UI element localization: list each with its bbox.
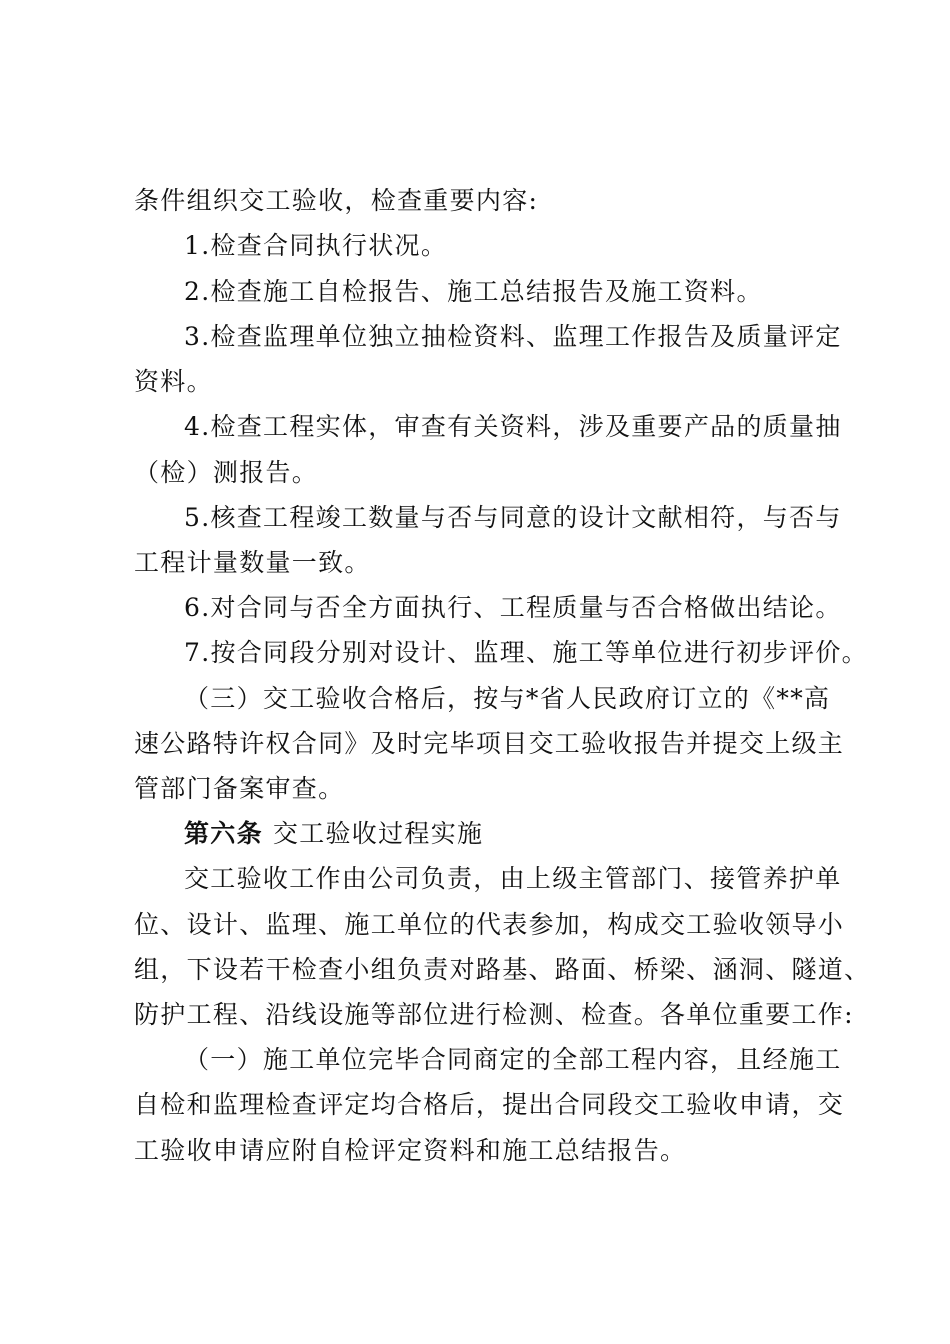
article-heading bbox=[184, 819, 904, 849]
list-item-5-continued: 工程计量数量一致。 bbox=[134, 548, 371, 577]
paragraph-three-line-3: 管部门备案审查。 bbox=[134, 774, 345, 803]
list-item-3: 3.检查监理单位独立抽检资料、监理工作报告及质量评定 bbox=[184, 322, 842, 351]
body-paragraph-line: 防护工程、沿线设施等部位进行检测、检查。各单位重要工作: bbox=[134, 1000, 854, 1029]
sub-paragraph-one-line-2: 自检和监理检查评定均合格后，提出合同段交工验收申请，交 bbox=[134, 1090, 845, 1119]
list-item-7: 7.按合同段分别对设计、监理、施工等单位进行初步评价。 bbox=[184, 638, 868, 667]
article-number: 第六条 bbox=[184, 819, 263, 848]
sub-paragraph-one-line-3: 工验收申请应附自检评定资料和施工总结报告。 bbox=[134, 1136, 687, 1165]
list-item-6: 6.对合同与否全方面执行、工程质量与否合格做出结论。 bbox=[184, 593, 842, 622]
list-item-4-continued: （检）测报告。 bbox=[134, 458, 319, 487]
body-paragraph-line: 位、设计、监理、施工单位的代表参加，构成交工验收领导小 bbox=[134, 910, 845, 939]
list-item-1: 1.检查合同执行状况。 bbox=[184, 231, 448, 260]
list-item-2: 2.检查施工自检报告、施工总结报告及施工资料。 bbox=[184, 277, 763, 306]
paragraph-three-line-2: 速公路特许权合同》及时完毕项目交工验收报告并提交上级主 bbox=[134, 729, 845, 758]
paragraph-three: （三）交工验收合格后，按与*省人民政府订立的《**高 bbox=[184, 684, 831, 713]
list-item-5: 5.核查工程竣工数量与否与同意的设计文献相符，与否与 bbox=[184, 503, 842, 532]
list-item-3-continued: 资料。 bbox=[134, 367, 213, 396]
sub-paragraph-one: （一）施工单位完毕合同商定的全部工程内容，且经施工 bbox=[184, 1045, 842, 1074]
paragraph-line: 条件组织交工验收，检查重要内容: bbox=[134, 186, 539, 215]
list-item-4: 4.检查工程实体，审查有关资料，涉及重要产品的质量抽 bbox=[184, 412, 842, 441]
body-paragraph-line: 交工验收工作由公司负责，由上级主管部门、接管养护单 bbox=[184, 864, 842, 893]
body-paragraph-line: 组，下设若干检查小组负责对路基、路面、桥梁、涵洞、隧道、 bbox=[134, 955, 871, 984]
article-title: 交工验收过程实施 bbox=[272, 819, 484, 848]
